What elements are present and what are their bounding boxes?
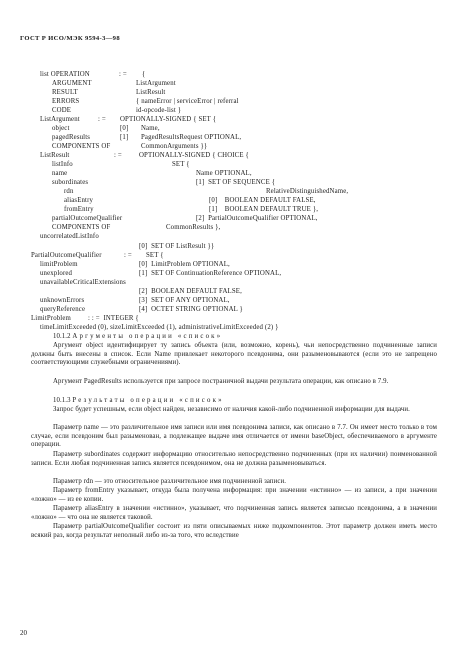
asn1-line: [1] SET OF SEQUENCE { <box>196 179 276 186</box>
asn1-line: OPTIONALLY-SIGNED { CHOICE { <box>139 152 249 159</box>
asn1-line: PagedResultsRequest OPTIONAL, <box>141 134 242 141</box>
asn1-line: [1] <box>120 134 129 141</box>
asn1-line: COMPONENTS OF <box>52 143 111 150</box>
asn1-line: ERRORS <box>52 98 80 105</box>
paragraph <box>31 333 437 342</box>
asn1-line: { <box>142 71 146 78</box>
asn1-line: object <box>52 125 70 132</box>
asn1-line: timeLimitExceeded (0), sizeLimitExceeded (1), administrativeLimitExceeded (2) } <box>40 324 279 331</box>
section-number: 10.1.3 <box>53 397 71 404</box>
asn1-line: : : = INTEGER { <box>88 315 139 322</box>
paragraph: Параметр rdn — это относительное различительное имя подчиненной записи. <box>53 478 287 485</box>
asn1-line: : = <box>98 116 106 123</box>
asn1-line: [0] <box>120 125 129 132</box>
asn1-line: Name OPTIONAL, <box>196 170 252 177</box>
asn1-line: CODE <box>52 107 72 114</box>
asn1-line: name <box>52 170 68 177</box>
asn1-line: fromEntry <box>64 206 94 213</box>
asn1-line: list OPERATION <box>40 71 90 78</box>
asn1-line: COMPONENTS OF <box>52 224 111 231</box>
paragraph: Параметр aliasEntry в значении «истинно», указывает, что подчиненная запись является записью псевдонима, а в значении «ложно» — что она не является таковой. <box>31 505 437 521</box>
asn1-line: { nameError | serviceError | referral <box>136 98 239 105</box>
asn1-line: uncorrelatedListInfo <box>40 233 99 240</box>
section-heading: Результаты операции «список» <box>72 397 224 404</box>
asn1-line: aliasEntry <box>64 197 94 204</box>
asn1-line: RESULT <box>52 89 78 96</box>
asn1-line: partialOutcomeQualifier <box>52 215 123 222</box>
asn1-line: CommonArguments }} <box>141 143 208 150</box>
paragraph <box>31 397 437 406</box>
asn1-line: RelativeDistinguishedName, <box>266 188 349 195</box>
asn1-line: Name, <box>141 125 160 132</box>
asn1-line: : = <box>119 71 127 78</box>
asn1-line: subordinates <box>52 179 89 186</box>
asn1-line: limitProblem <box>40 261 78 268</box>
asn1-line: unavailableCriticalExtensions <box>40 279 126 286</box>
asn1-line: rdn <box>64 188 74 195</box>
asn1-line: ListArgument <box>40 116 80 123</box>
asn1-line: : = <box>124 252 132 259</box>
asn1-line: OPTIONALLY-SIGNED { SET { <box>120 116 217 123</box>
asn1-line: unexplored <box>40 270 73 277</box>
document-header: ГОСТ Р ИСО/МЭК 9594-3—98 <box>20 35 120 42</box>
asn1-line: CommonResults }, <box>166 224 221 231</box>
asn1-line: ListArgument <box>136 80 176 87</box>
asn1-line: id-opcode-list } <box>136 107 182 114</box>
asn1-line: unknownErrors <box>40 297 85 304</box>
asn1-line: [0] SET OF ListResult }} <box>139 243 215 250</box>
asn1-line: [1] SET OF ContinuationReference OPTIONAL, <box>139 270 282 277</box>
section-heading: Аргументы операции «список» <box>72 333 223 340</box>
section-number: 10.1.2 <box>53 333 71 340</box>
asn1-line: LimitProblem <box>31 315 71 322</box>
asn1-line: ARGUMENT <box>52 80 92 87</box>
paragraph: Параметр partialOutcomeQualifier состоит из пяти описываемых ниже подкомпонентов. Этот параметр должен иметь место всякий раз, когда результат неполный либо из-за того, что вследствие <box>31 523 437 539</box>
asn1-line: [3] SET OF ANY OPTIONAL, <box>139 297 230 304</box>
asn1-line: [4] OCTET STRING OPTIONAL } <box>139 306 243 313</box>
asn1-line: [0] LimitProblem OPTIONAL, <box>139 261 230 268</box>
asn1-line: pagedResults <box>52 134 91 141</box>
asn1-line: SET { <box>146 252 164 259</box>
asn1-line: [1] BOOLEAN DEFAULT TRUE }, <box>209 206 319 213</box>
paragraph: Аргумент object идентифицирует ту запись объекта (или, возможно, корень), чьи непосредственно подчиненные записи должны быть внесены в список. Если Name привлекает некоторого псевдонима, они разыменовываются (если это не запрещено соответствующими служебными ограничениями). <box>31 342 437 367</box>
asn1-line: [2] PartialOutcomeQualifier OPTIONAL, <box>196 215 318 222</box>
asn1-line: [2] BOOLEAN DEFAULT FALSE, <box>139 288 242 295</box>
paragraph: Параметр subordinates содержит информацию относительно непосредственно подчиненных (при их наличии) поименованной записи. Если любая подчиненная запись является псевдонимом, она не должна разыменовываться. <box>31 451 437 467</box>
asn1-line: ListResult <box>40 152 70 159</box>
paragraph: Параметр fromEntry указывает, откуда была получена информация: при значении «истинно» — из записи, а при значении «ложно» — из ее копии. <box>31 487 437 503</box>
asn1-line: [0] BOOLEAN DEFAULT FALSE, <box>209 197 316 204</box>
asn1-line: ListResult <box>136 89 166 96</box>
asn1-line: : = <box>114 152 122 159</box>
paragraph: Аргумент PagedResults используется при запросе постраничной выдачи результата операции, как описано в 7.9. <box>53 378 389 385</box>
paragraph: Запрос будет успешным, если object найден, независимо от наличия какой-либо подчиненной информации для выдачи. <box>53 406 410 413</box>
asn1-line: listInfo <box>52 161 73 168</box>
asn1-line: PartialOutcomeQualifier <box>31 252 102 259</box>
asn1-line: queryReference <box>40 306 86 313</box>
asn1-line: SET { <box>172 161 190 168</box>
paragraph: Параметр name — это различительное имя записи или имя псевдонима записи, как описано в 7.7. Он имеет место только в том случае, если псевдоним был разыменован, а подлежащее выдаче имя отличается от имени baseObject, обеспечиваемого в аргументе операции. <box>31 424 437 449</box>
page-number: 20 <box>20 629 27 637</box>
